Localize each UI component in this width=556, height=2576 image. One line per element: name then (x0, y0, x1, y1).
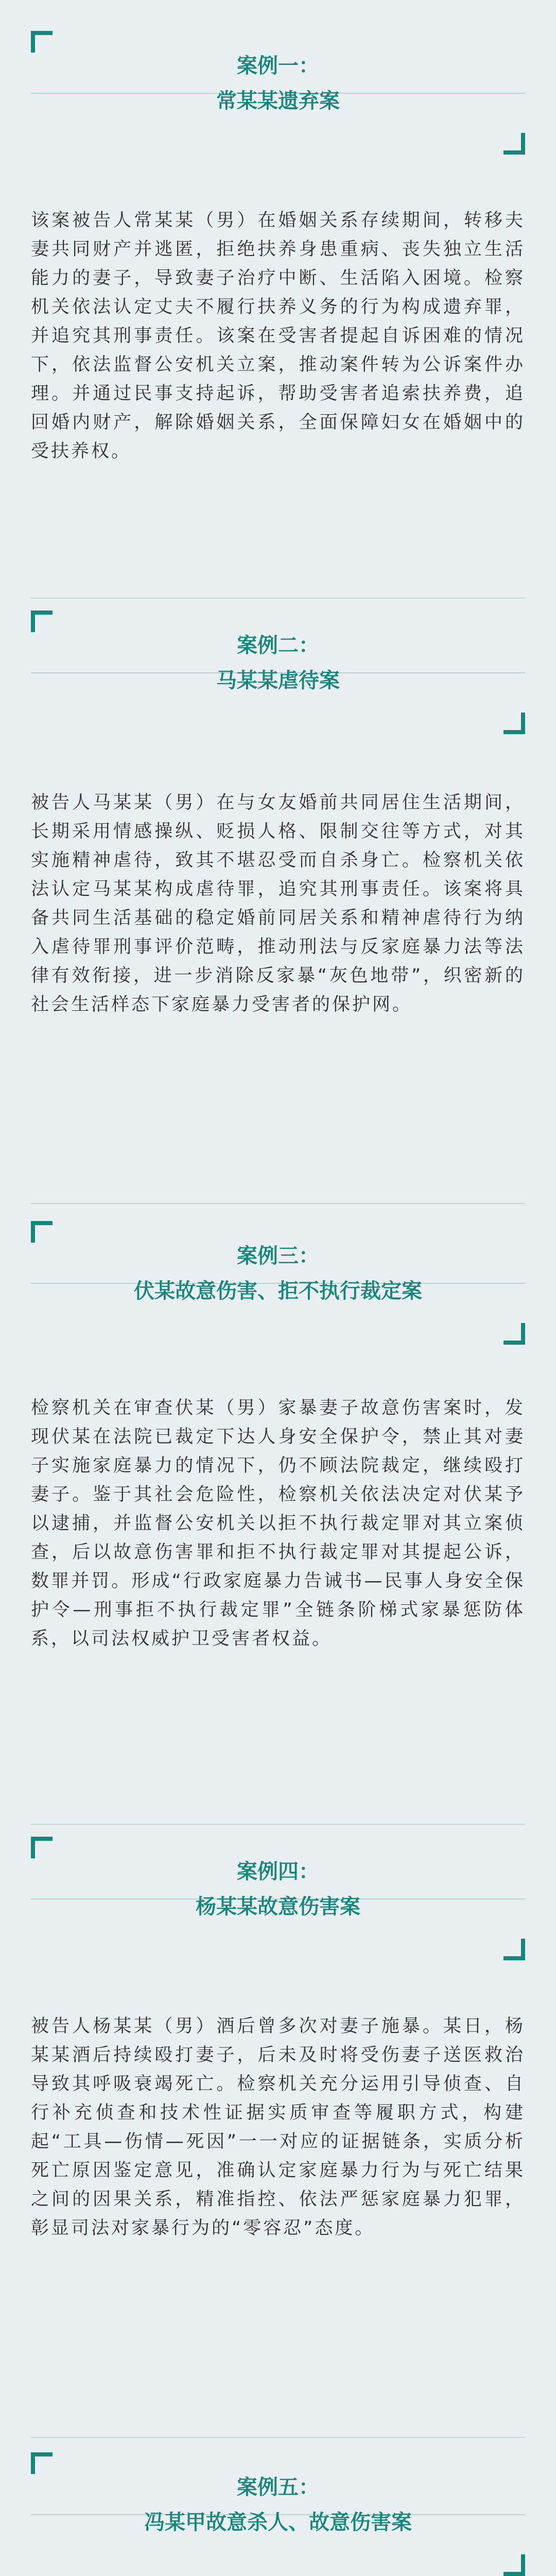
case-5-heading (31, 2470, 525, 2540)
case-5-title: 冯某甲故意杀人、故意伤害案 (144, 2511, 412, 2534)
case-5-number: 案例五： (237, 2476, 319, 2499)
case-3-number: 案例三： (237, 1244, 319, 1268)
case-2-body: 被告人马某某（男）在与女友婚前共同居住生活期间，长期采用情感操纵、贬损人格、限制交往等方式，对其实施精神虐待，致其不堪忍受而自杀身亡。检察机关依法认定马某某构成虐待罪，追究其刑事责任。该案将具备共同生活基础的稳定婚前同居关系和精神虐待行为纳入虐待罪刑事评价范畴，推动刑法与反家庭暴力法等法律有效衔接，进一步消除反家暴“灰色地带”，织密新的社会生活样态下家庭暴力受害者的保护网。 (31, 792, 525, 1015)
corner-bracket-icon (503, 713, 525, 734)
section-divider (31, 598, 525, 599)
case-2-header (31, 611, 525, 734)
case-1-number: 案例一： (237, 54, 319, 78)
corner-bracket-icon (503, 1939, 525, 1960)
case-1-title: 常某某遗弃案 (216, 89, 340, 113)
corner-bracket-icon (503, 2554, 525, 2576)
case-2-title: 马某某虐待案 (216, 669, 340, 692)
case-4-heading (31, 1854, 525, 1924)
case-2-heading (31, 628, 525, 698)
corner-bracket-icon (503, 133, 525, 155)
section-divider (31, 1203, 525, 1204)
case-2-number: 案例二： (237, 634, 319, 657)
case-3-heading (31, 1239, 525, 1309)
case-4-number: 案例四： (237, 1860, 319, 1884)
corner-bracket-icon (503, 1323, 525, 1345)
case-5-header (31, 2452, 525, 2576)
section-divider (31, 1824, 525, 1825)
case-4-header (31, 1837, 525, 1960)
section-divider (31, 2437, 525, 2438)
case-1-header (31, 31, 525, 155)
case-3-header (31, 1221, 525, 1345)
case-1-body: 该案被告人常某某（男）在婚姻关系存续期间，转移夫妻共同财产并逃匿，拒绝扶养身患重病、丧失独立生活能力的妻子，导致妻子治疗中断、生活陷入困境。检察机关依法认定丈夫不履行扶养义务的行为构成遗弃罪，并追究其刑事责任。该案在受害者提起自诉困难的情况下，依法监督公安机关立案，推动案件转为公诉案件办理。并通过民事支持起诉，帮助受害者追索扶养费，追回婚内财产，解除婚姻关系，全面保障妇女在婚姻中的受扶养权。 (31, 210, 525, 462)
case-4-body: 被告人杨某某（男）酒后曾多次对妻子施暴。某日，杨某某酒后持续殴打妻子，后未及时将受伤妻子送医救治导致其呼吸衰竭死亡。检察机关充分运用引导侦查、自行补充侦查和技术性证据实质审查等履职方式，构建起“工具—伤情—死因”一一对应的证据链条，实质分析死亡原因鉴定意见，准确认定家庭暴力行为与死亡结果之间的因果关系，精准指控、依法严惩家庭暴力犯罪，彰显司法对家暴行为的“零容忍”态度。 (31, 2016, 525, 2239)
case-3-title: 伏某故意伤害、拒不执行裁定案 (134, 1279, 422, 1303)
case-3-body: 检察机关在审查伏某（男）家暴妻子故意伤害案时，发现伏某在法院已裁定下达人身安全保护令，禁止其对妻子实施家庭暴力的情况下，仍不顾法院裁定，继续殴打妻子。鉴于其社会危险性，检察机关依法决定对伏某予以逮捕，并监督公安机关以拒不执行裁定罪对其立案侦查，后以故意伤害罪和拒不执行裁定罪对其提起公诉，数罪并罚。形成“行政家庭暴力告诫书—民事人身安全保护令—刑事拒不执行裁定罪”全链条阶梯式家暴惩防体系，以司法权威护卫受害者权益。 (31, 1398, 525, 1649)
case-1-heading (31, 48, 525, 118)
case-4-title: 杨某某故意伤害案 (196, 1895, 360, 1919)
